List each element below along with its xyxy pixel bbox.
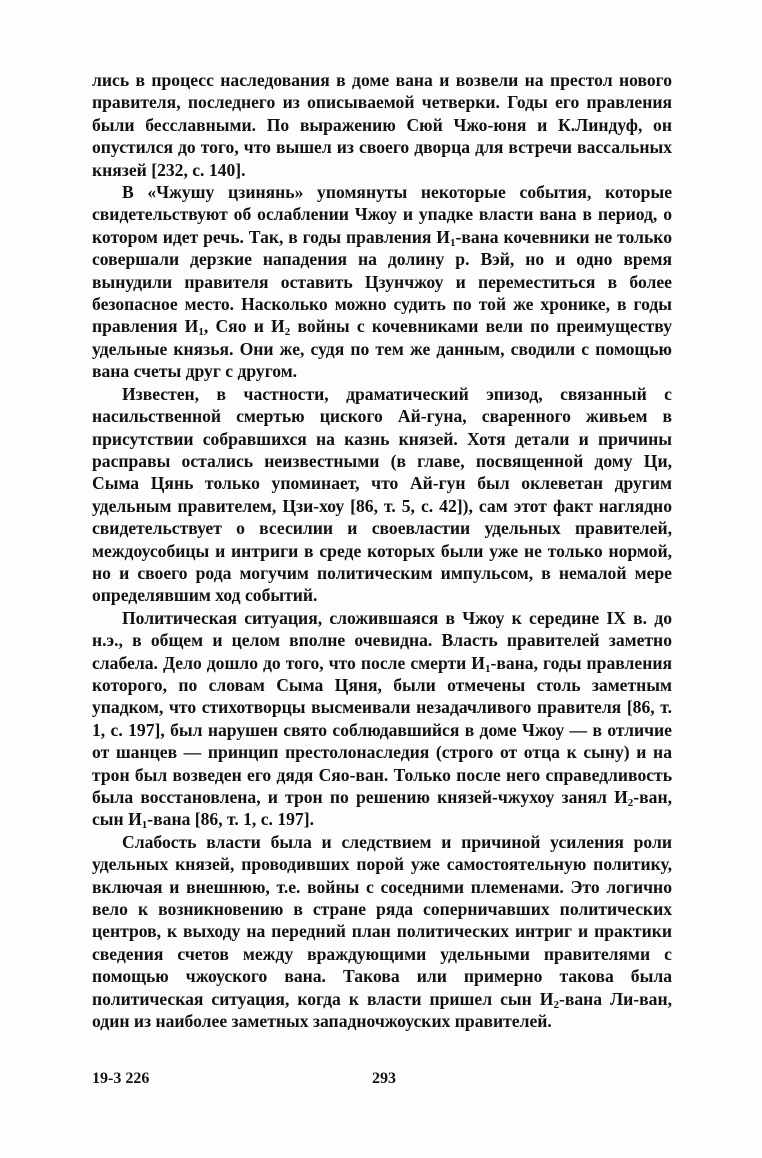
text-run: Слабость власти была и следствием и причиной усиления роли удельных князей, проводивших порой уже самостоятельную политику, включая и внешнюю, т.е. войны с соседними племенами. Это логично вело к возникновению в стране ряда соперничавших политических центров, к выходу на передний план политических интриг и практики сведения счетов между враждующими удельными правителями с помощью чжоуского вана. Такова или примерно такова была политическая ситуация, когда к власти пришел сын И [92, 831, 672, 1009]
page-footer [92, 1070, 672, 1092]
text-run: -ван, сын И [92, 787, 672, 830]
text-run: -вана кочевники не только совершали дерзкие нападения на долину р. Вэй, но и одно время вынудили правителя оставить Цзунчжоу и переместиться в более безопасное место. Насколько можно судить по той же хронике, в годы правления И [92, 226, 672, 337]
text-run: Политическая ситуация, сложившаяся в Чжоу к середине IX в. до н.э., в общем и целом вполне очевидна. Власть правителей заметно слабела. Дело дошло до того, что после смерти И [92, 607, 672, 673]
text-run: Известен, в частности, драматический эпизод, связанный с насильственной смертью циского Ай-гуна, сваренного живьем в присутствии собравшихся на казнь князей. Хотя детали и причины расправы остались неизвестными (в главе, посвященной дому Ци, Сыма Цянь только упоминает, что Ай-гун был оклеветан другим удельным правителем, Цзи-хоу [86, т. 5, с. 42]), сам этот факт наглядно свидетельствует о всесилии и своевластии удельных правителей, междоусобицы и интриги в среде которых были уже не только нормой, но и своего рода могучим политическим импульсом, в немалой мере определявшим ход событий. [92, 383, 672, 606]
paragraph [92, 607, 672, 831]
text-run: -вана, годы правления которого, по словам Сыма Цяня, были отмечены столь заметным упадком, что стихотворцы высмеивали незадачливого правителя [86, т. 1, с. 197], был нарушен свято соблюдавшийся в доме Чжоу — в отличие от шанцев — принцип престолонаследия (строго от отца к сыну) и на трон был возведен его дядя Сяо-ван. Только после него справедливость была восстановлена, и трон по решению князей-чжухоу занял И [92, 652, 672, 807]
text-run: , Сяо и И [203, 316, 285, 337]
subscript-index: 1 [141, 819, 148, 832]
text-run: -вана [86, т. 1, с. 197]. [147, 809, 314, 830]
text-run: лись в процесс наследования в доме вана и возвели на престол нового правителя, последнего из описываемой четверки. Годы его правления были бесславными. По выражению Сюй Чжо-юня и К.Линдуф, он опустился до того, что вышел из своего дворца для встречи вассальных князей [232, с. 140]. [92, 70, 672, 180]
subscript-index: 2 [284, 326, 291, 339]
body-text [92, 69, 672, 1032]
text-run: -вана Ли-ван, один из наиболее заметных западночжоуских правителей. [92, 988, 672, 1032]
paragraph [92, 69, 672, 181]
printer-signature: 19-3 226 [92, 1070, 150, 1087]
subscript-index: 1 [485, 662, 491, 675]
paragraph [92, 383, 672, 607]
text-run: войны с кочевниками вели по преимуществу удельные князья. Они же, судя по тем же данным, сводили с помощью вана счеты друг с другом. [92, 316, 672, 382]
subscript-index: 1 [449, 236, 456, 249]
paragraph [92, 831, 672, 1033]
paragraph [92, 181, 672, 383]
page-number: 293 [372, 1070, 396, 1087]
text-run: В «Чжушу цзинянь» упомянуты некоторые события, которые свидетельствуют об ослаблении Чжоу и упадке власти вана в период, о котором идет речь. Так, в годы правления И [92, 182, 672, 247]
subscript-index: 2 [553, 998, 559, 1011]
subscript-index: 1 [198, 326, 204, 339]
subscript-index: 2 [627, 797, 634, 809]
